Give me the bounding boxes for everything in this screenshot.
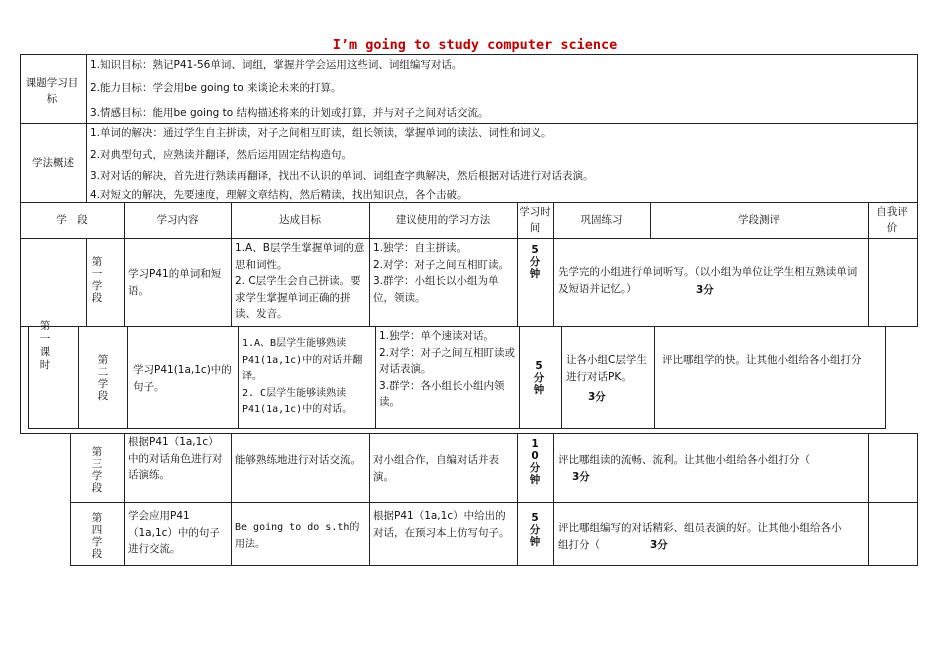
col-divider [553,433,554,503]
header-stage: 学 段 [56,214,88,226]
stage-4-goal: Be going to do s.th的用法。 [235,522,360,550]
stage-4-label: 第四学段 [91,512,103,560]
col-divider [868,238,869,327]
col-divider [517,202,518,239]
col-divider [561,326,562,429]
header-self-eval: 自我评价 [876,206,908,234]
stage-2-content: 学习P41(1a,1c)中的句子。 [133,364,232,393]
stage-4-content: 学会应用P41（1a,1c）中的句子进行交流。 [128,510,220,555]
col-divider [553,502,554,566]
stage-4-assessment: 评比哪组编写的对话精彩、组员表演的好。让其他小组给各小组打分（ [558,522,842,551]
stage-2-practice-score: 3分 [588,391,606,403]
col-divider [231,502,232,566]
stage-3-approach: 对小组合作，自编对话并表演。 [373,454,499,483]
objectives-divider [20,123,918,124]
col-divider [86,238,87,327]
col-divider [238,326,239,429]
stage-1-assessment: 先学完的小组进行单词听写。（以小组为单位让学生相互熟读单词及短语并记忆。） [558,266,858,295]
stage-3-goal: 能够熟练地进行对话交流。 [235,454,361,466]
stage-2-practice: 让各小组C层学生进行对话PK。 [566,354,647,383]
col-divider [231,433,232,503]
stage-1-label: 第一学段 [91,256,103,304]
objective-item: 3.情感目标：能用be going to 结构描述将来的计划或打算，并与对子之间对话交流。 [90,107,489,119]
objective-item: 2.能力目标：学会用be going to 来谈论未来的打算。 [90,82,342,94]
col-divider [369,238,370,327]
stage-3-label: 第三学段 [91,446,103,494]
stage-3-score: 3分 [572,471,590,483]
col-divider [124,502,125,566]
col-divider [375,326,376,429]
stage-1-goal: 1.A、B层学生掌握单词的意思和词性。 2. C层学生会自己拼读。要求学生掌握单词正确的拼读、发音。 [235,242,365,320]
method-item: 2.对典型句式，应熟读并翻译，然后运用固定结构造句。 [90,149,353,161]
stage-1-approach: 1.独学：自主拼读。 2.对学：对子之间互相盯读。 3.群学：小组长以小组为单位，领读。 [373,242,510,304]
col-divider [127,326,128,429]
col-divider [231,238,232,327]
stage-1-time: 5分钟 [529,244,541,280]
stage-2-time: 5分钟 [533,360,545,396]
stage-1-score: 3分 [696,284,714,296]
stage-2-approach: 1.独学：单个速读对话。 2.对学：对子之间互相盯读或对话表演。 3.群学：各小组长小组内领读。 [379,330,516,408]
stage-3-assessment: 评比哪组读的流畅、流利。让其他小组给各小组打分（ [558,454,810,466]
stage-2-goal: 1.A、B层学生能够熟读P41(1a,1c)中的对话并翻译。 2. C层学生能够读熟读P41(1a,1c)中的对话。 [242,338,363,415]
col-divider [517,502,518,566]
header-approach: 建议使用的学习方法 [395,214,491,226]
method-label: 学法概述 [32,157,74,169]
lesson-label: 第一课时 [39,320,51,371]
objectives-label: 课题学习目标 [25,77,79,105]
col-divider [369,502,370,566]
col-divider [369,433,370,503]
col-divider [868,202,869,239]
col-divider [519,326,520,429]
col-divider [517,238,518,327]
stage-3-time: 10分钟 [529,438,541,486]
header-time: 学习时间 [519,206,551,234]
col-divider [78,326,79,429]
document-title: I’m going to study computer science [332,37,618,53]
method-item: 4.对短文的解决，先要速度，理解文章结构，然后精读，找出知识点，各个击破。 [90,189,468,201]
header-goal: 达成目标 [279,214,321,226]
stage-2-assessment: 评比哪组学的快。让其他小组给各小组打分 [662,354,862,366]
header-practice: 巩固练习 [580,214,623,226]
stage-4-score: 3分 [650,539,668,551]
stage-2-label: 第二学段 [97,354,109,402]
header-content: 学习内容 [156,214,199,226]
header-assessment: 学段测评 [738,214,780,226]
left-label-divider [86,54,87,203]
objective-item: 1.知识目标：熟记P41-56单词、词组，掌握并学会运用这些词、词组编写对话。 [90,59,463,71]
col-divider [517,433,518,503]
stage-1-content: 学习P41的单词和短语。 [128,268,222,297]
stage-3-content: 根据P41（1a,1c）中的对话角色进行对话演练。 [128,436,223,481]
method-item: 3.对对话的解决，首先进行熟读再翻译，找出不认识的单词、词组查字典解决，然后根据对话进行对话表演。 [90,170,594,182]
stage-4-time: 5分钟 [529,512,541,548]
col-divider [124,433,125,503]
col-divider [868,502,869,566]
col-divider [553,238,554,327]
col-divider [868,433,869,503]
col-divider [654,326,655,429]
method-item: 1.单词的解决：通过学生自主拼读，对子之间相互盯读，组长领读，掌握单词的读法、词性和词义。 [90,127,552,139]
col-divider [124,238,125,327]
stage-4-approach: 根据P41（1a,1c）中给出的对话，在预习本上仿写句子。 [373,510,510,539]
